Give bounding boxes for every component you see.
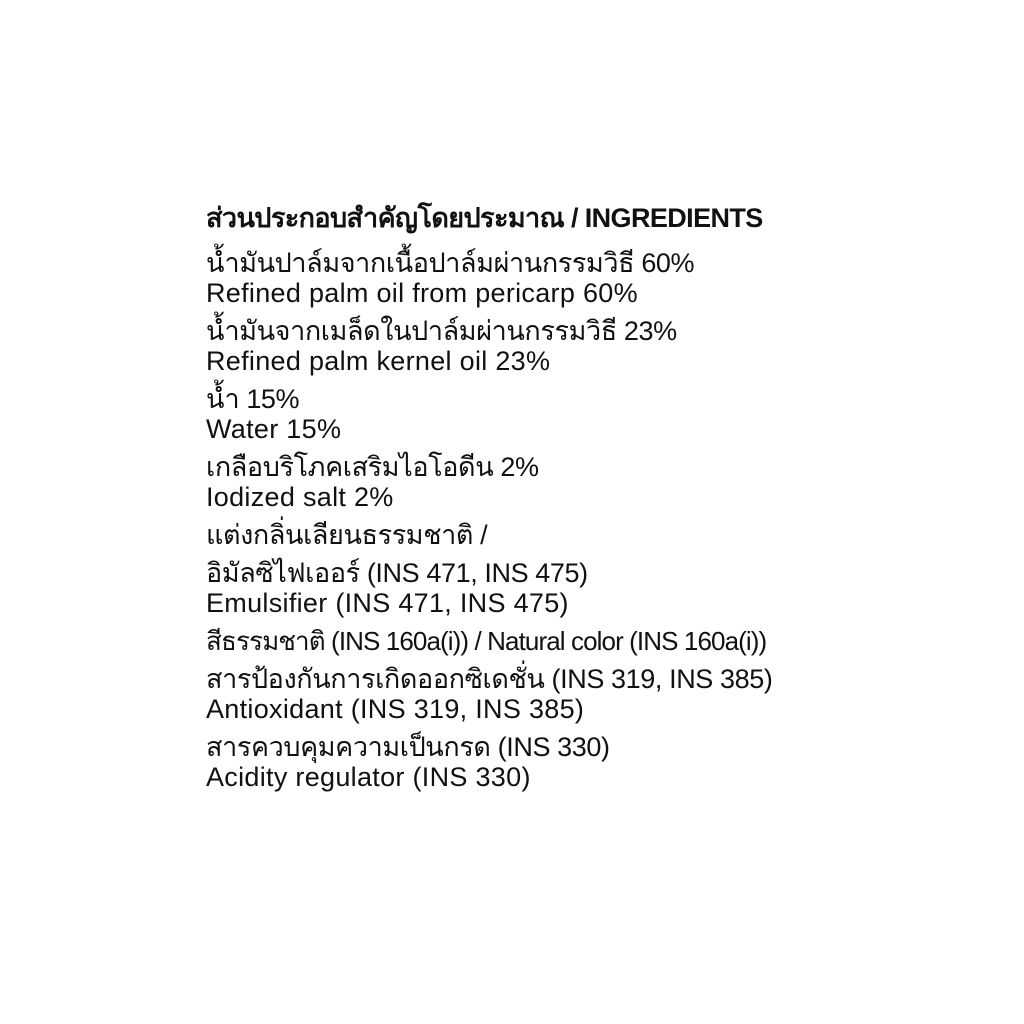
ingredient-thai: สารควบคุมความเป็นกรด (INS 330)	[206, 732, 610, 762]
ingredient-english: Emulsifier (INS 471, INS 475)	[206, 588, 569, 618]
ingredient-english: Antioxidant (INS 319, INS 385)	[206, 694, 585, 724]
ingredient-item	[206, 384, 1006, 444]
ingredient-item	[206, 558, 1006, 618]
ingredient-thai: อิมัลซิไฟเออร์ (INS 471, INS 475)	[206, 558, 588, 588]
ingredient-item	[206, 520, 1006, 550]
ingredient-thai: สีธรรมชาติ (INS 160a(i)) / Natural color (INS 160a(i))	[206, 626, 767, 656]
ingredient-item	[206, 626, 1006, 656]
ingredient-english: Water 15%	[206, 414, 342, 444]
ingredient-english: Refined palm kernel oil 23%	[206, 346, 551, 376]
ingredient-thai: น้ำ 15%	[206, 384, 300, 414]
ingredient-item	[206, 664, 1006, 724]
ingredient-thai: แต่งกลิ่นเลียนธรรมชาติ /	[206, 520, 488, 550]
ingredients-panel	[206, 196, 1006, 792]
ingredient-item	[206, 316, 1006, 376]
ingredient-thai: น้ำมันจากเมล็ดในปาล์มผ่านกรรมวิธี 23%	[206, 316, 677, 346]
ingredient-english: Acidity regulator (INS 330)	[206, 762, 531, 792]
ingredient-item	[206, 248, 1006, 308]
ingredient-thai: เกลือบริโภคเสริมไอโอดีน 2%	[206, 452, 539, 482]
ingredient-english: Refined palm oil from pericarp 60%	[206, 278, 638, 308]
ingredient-thai: น้ำมันปาล์มจากเนื้อปาล์มผ่านกรรมวิธี 60%	[206, 248, 695, 278]
ingredient-english: Iodized salt 2%	[206, 482, 394, 512]
ingredient-item	[206, 732, 1006, 792]
ingredient-item	[206, 452, 1006, 512]
ingredients-heading: ส่วนประกอบสำคัญโดยประมาณ / INGREDIENTS	[206, 203, 763, 233]
ingredient-thai: สารป้องกันการเกิดออกซิเดชั่น (INS 319, INS 385)	[206, 664, 773, 694]
